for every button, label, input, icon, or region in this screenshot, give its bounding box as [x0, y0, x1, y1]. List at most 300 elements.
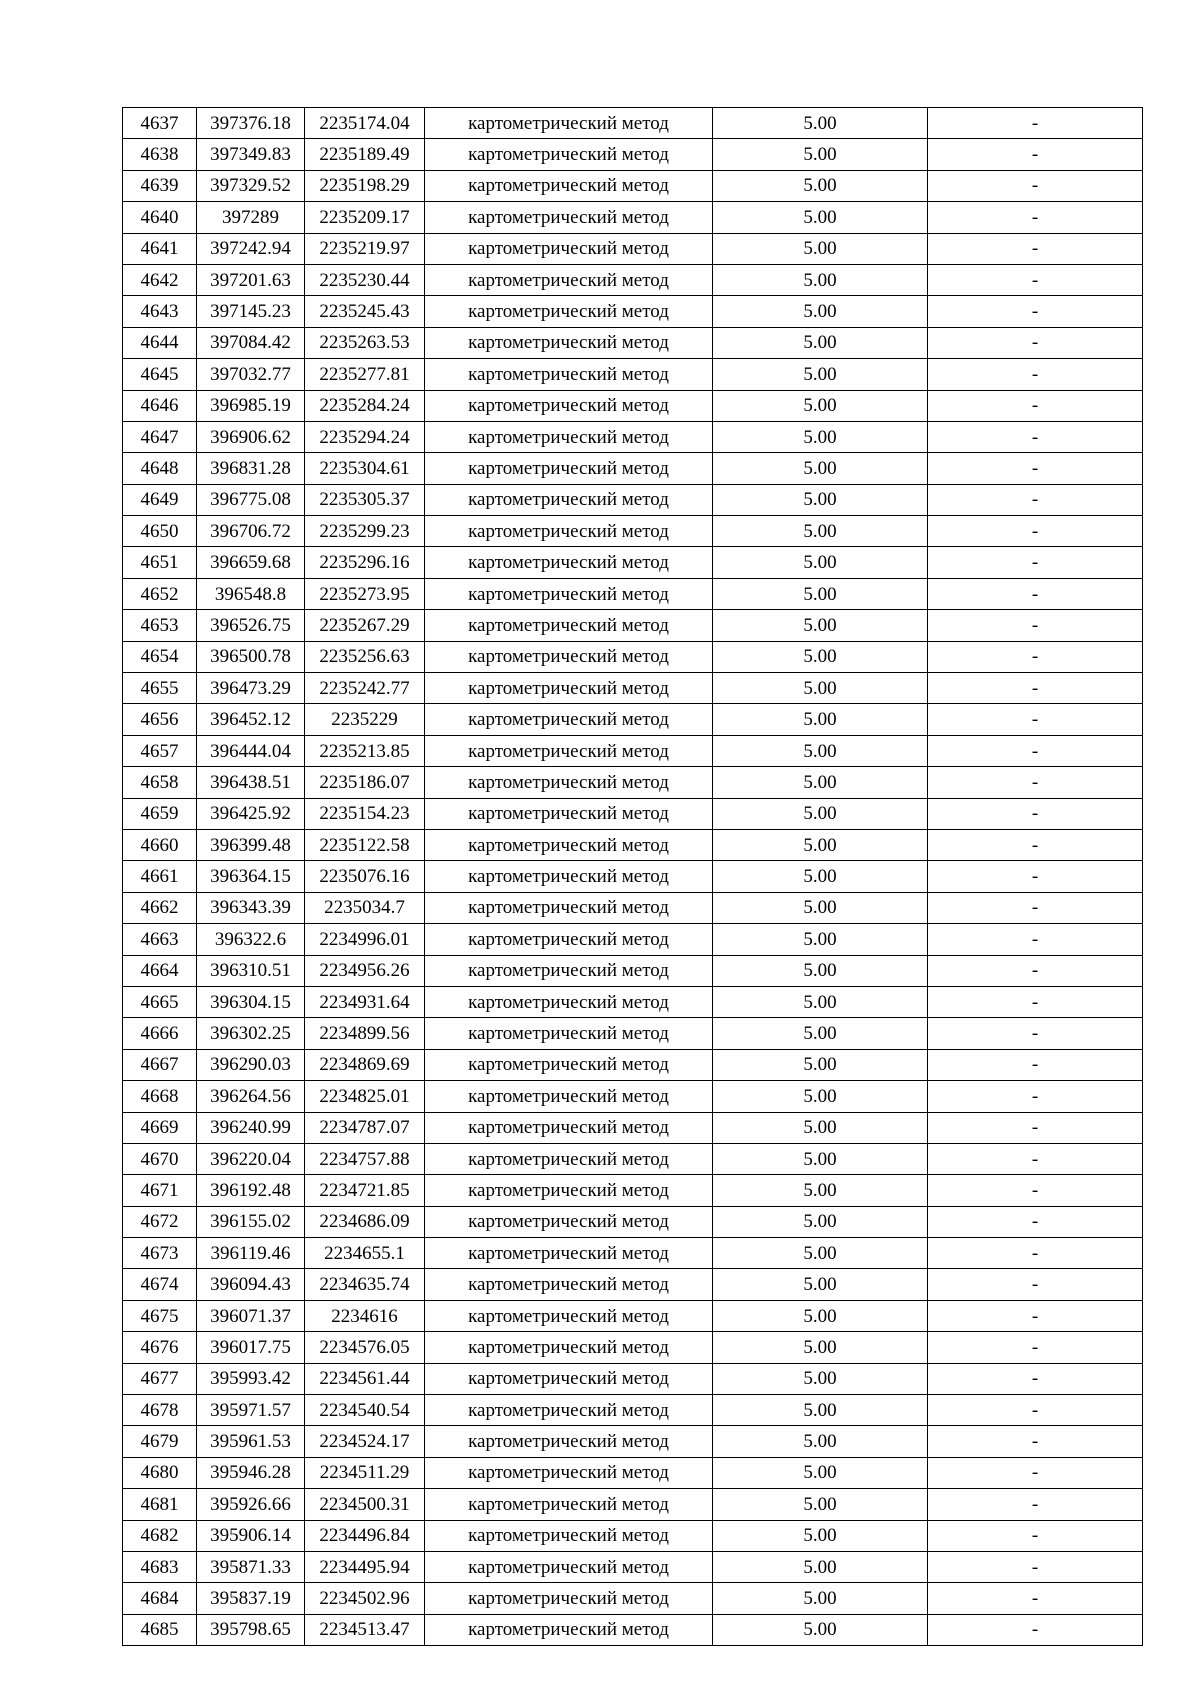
description-cell: - [928, 610, 1143, 641]
method-cell: картометрический метод [425, 359, 713, 390]
precision-cell: 5.00 [713, 861, 928, 892]
point-number-cell: 4678 [123, 1395, 197, 1426]
y-coordinate-cell: 2235229 [305, 704, 425, 735]
table-row [123, 641, 1143, 672]
y-coordinate-cell: 2235299.23 [305, 516, 425, 547]
y-coordinate-cell: 2235154.23 [305, 798, 425, 829]
method-cell: картометрический метод [425, 202, 713, 233]
y-coordinate-cell: 2235296.16 [305, 547, 425, 578]
point-number-cell: 4660 [123, 829, 197, 860]
table-row [123, 1520, 1143, 1551]
y-coordinate-cell: 2234996.01 [305, 924, 425, 955]
method-cell: картометрический метод [425, 264, 713, 295]
point-number-cell: 4671 [123, 1175, 197, 1206]
description-cell: - [928, 264, 1143, 295]
x-coordinate-cell: 396438.51 [197, 767, 305, 798]
precision-cell: 5.00 [713, 264, 928, 295]
method-cell: картометрический метод [425, 453, 713, 484]
y-coordinate-cell: 2235189.49 [305, 139, 425, 170]
description-cell: - [928, 735, 1143, 766]
description-cell: - [928, 547, 1143, 578]
description-cell: - [928, 1049, 1143, 1080]
x-coordinate-cell: 397349.83 [197, 139, 305, 170]
y-coordinate-cell: 2235256.63 [305, 641, 425, 672]
y-coordinate-cell: 2235186.07 [305, 767, 425, 798]
point-number-cell: 4677 [123, 1363, 197, 1394]
table-row [123, 1018, 1143, 1049]
table-row [123, 359, 1143, 390]
precision-cell: 5.00 [713, 673, 928, 704]
method-cell: картометрический метод [425, 327, 713, 358]
description-cell: - [928, 390, 1143, 421]
method-cell: картометрический метод [425, 484, 713, 515]
precision-cell: 5.00 [713, 892, 928, 923]
x-coordinate-cell: 396304.15 [197, 986, 305, 1017]
method-cell: картометрический метод [425, 861, 713, 892]
y-coordinate-cell: 2234655.1 [305, 1238, 425, 1269]
table-row [123, 1081, 1143, 1112]
point-number-cell: 4667 [123, 1049, 197, 1080]
x-coordinate-cell: 395798.65 [197, 1614, 305, 1645]
y-coordinate-cell: 2234495.94 [305, 1551, 425, 1582]
table-row [123, 233, 1143, 264]
x-coordinate-cell: 395993.42 [197, 1363, 305, 1394]
method-cell: картометрический метод [425, 233, 713, 264]
method-cell: картометрический метод [425, 1238, 713, 1269]
x-coordinate-cell: 396775.08 [197, 484, 305, 515]
method-cell: картометрический метод [425, 924, 713, 955]
x-coordinate-cell: 396310.51 [197, 955, 305, 986]
point-number-cell: 4650 [123, 516, 197, 547]
method-cell: картометрический метод [425, 673, 713, 704]
y-coordinate-cell: 2235284.24 [305, 390, 425, 421]
y-coordinate-cell: 2235263.53 [305, 327, 425, 358]
method-cell: картометрический метод [425, 1300, 713, 1331]
precision-cell: 5.00 [713, 829, 928, 860]
x-coordinate-cell: 396071.37 [197, 1300, 305, 1331]
y-coordinate-cell: 2235277.81 [305, 359, 425, 390]
description-cell: - [928, 484, 1143, 515]
table-row [123, 861, 1143, 892]
method-cell: картометрический метод [425, 735, 713, 766]
precision-cell: 5.00 [713, 108, 928, 139]
y-coordinate-cell: 2234787.07 [305, 1112, 425, 1143]
table-row [123, 1049, 1143, 1080]
x-coordinate-cell: 396220.04 [197, 1143, 305, 1174]
description-cell: - [928, 986, 1143, 1017]
point-number-cell: 4641 [123, 233, 197, 264]
table-row [123, 986, 1143, 1017]
table-row [123, 484, 1143, 515]
precision-cell: 5.00 [713, 641, 928, 672]
table-row [123, 170, 1143, 201]
x-coordinate-cell: 396659.68 [197, 547, 305, 578]
x-coordinate-cell: 396706.72 [197, 516, 305, 547]
description-cell: - [928, 641, 1143, 672]
point-number-cell: 4646 [123, 390, 197, 421]
description-cell: - [928, 421, 1143, 452]
point-number-cell: 4673 [123, 1238, 197, 1269]
table-row [123, 453, 1143, 484]
table-row [123, 1112, 1143, 1143]
table-row [123, 1551, 1143, 1582]
x-coordinate-cell: 397201.63 [197, 264, 305, 295]
method-cell: картометрический метод [425, 955, 713, 986]
coordinates-table-body [123, 108, 1143, 1646]
description-cell: - [928, 1551, 1143, 1582]
point-number-cell: 4642 [123, 264, 197, 295]
precision-cell: 5.00 [713, 986, 928, 1017]
point-number-cell: 4654 [123, 641, 197, 672]
y-coordinate-cell: 2234496.84 [305, 1520, 425, 1551]
precision-cell: 5.00 [713, 421, 928, 452]
y-coordinate-cell: 2235230.44 [305, 264, 425, 295]
x-coordinate-cell: 396290.03 [197, 1049, 305, 1080]
description-cell: - [928, 1206, 1143, 1237]
precision-cell: 5.00 [713, 296, 928, 327]
precision-cell: 5.00 [713, 578, 928, 609]
point-number-cell: 4648 [123, 453, 197, 484]
point-number-cell: 4685 [123, 1614, 197, 1645]
point-number-cell: 4659 [123, 798, 197, 829]
precision-cell: 5.00 [713, 955, 928, 986]
table-row [123, 767, 1143, 798]
y-coordinate-cell: 2235294.24 [305, 421, 425, 452]
table-row [123, 798, 1143, 829]
x-coordinate-cell: 397242.94 [197, 233, 305, 264]
x-coordinate-cell: 395906.14 [197, 1520, 305, 1551]
precision-cell: 5.00 [713, 516, 928, 547]
point-number-cell: 4668 [123, 1081, 197, 1112]
precision-cell: 5.00 [713, 1238, 928, 1269]
precision-cell: 5.00 [713, 359, 928, 390]
method-cell: картометрический метод [425, 1614, 713, 1645]
description-cell: - [928, 1238, 1143, 1269]
point-number-cell: 4675 [123, 1300, 197, 1331]
point-number-cell: 4669 [123, 1112, 197, 1143]
precision-cell: 5.00 [713, 1018, 928, 1049]
y-coordinate-cell: 2234757.88 [305, 1143, 425, 1174]
precision-cell: 5.00 [713, 547, 928, 578]
precision-cell: 5.00 [713, 1143, 928, 1174]
table-row [123, 1614, 1143, 1645]
method-cell: картометрический метод [425, 1583, 713, 1614]
y-coordinate-cell: 2234825.01 [305, 1081, 425, 1112]
method-cell: картометрический метод [425, 516, 713, 547]
precision-cell: 5.00 [713, 453, 928, 484]
precision-cell: 5.00 [713, 1332, 928, 1363]
description-cell: - [928, 359, 1143, 390]
method-cell: картометрический метод [425, 547, 713, 578]
point-number-cell: 4644 [123, 327, 197, 358]
point-number-cell: 4639 [123, 170, 197, 201]
point-number-cell: 4647 [123, 421, 197, 452]
x-coordinate-cell: 396343.39 [197, 892, 305, 923]
point-number-cell: 4663 [123, 924, 197, 955]
method-cell: картометрический метод [425, 1551, 713, 1582]
description-cell: - [928, 704, 1143, 735]
y-coordinate-cell: 2235076.16 [305, 861, 425, 892]
x-coordinate-cell: 396192.48 [197, 1175, 305, 1206]
x-coordinate-cell: 396264.56 [197, 1081, 305, 1112]
point-number-cell: 4666 [123, 1018, 197, 1049]
precision-cell: 5.00 [713, 704, 928, 735]
description-cell: - [928, 233, 1143, 264]
table-row [123, 327, 1143, 358]
method-cell: картометрический метод [425, 390, 713, 421]
x-coordinate-cell: 396444.04 [197, 735, 305, 766]
y-coordinate-cell: 2234502.96 [305, 1583, 425, 1614]
method-cell: картометрический метод [425, 1143, 713, 1174]
coordinates-table [122, 107, 1143, 1646]
x-coordinate-cell: 396240.99 [197, 1112, 305, 1143]
description-cell: - [928, 861, 1143, 892]
table-row [123, 390, 1143, 421]
point-number-cell: 4651 [123, 547, 197, 578]
y-coordinate-cell: 2234540.54 [305, 1395, 425, 1426]
method-cell: картометрический метод [425, 610, 713, 641]
point-number-cell: 4656 [123, 704, 197, 735]
y-coordinate-cell: 2235198.29 [305, 170, 425, 201]
table-row [123, 1206, 1143, 1237]
method-cell: картометрический метод [425, 108, 713, 139]
y-coordinate-cell: 2234869.69 [305, 1049, 425, 1080]
x-coordinate-cell: 396302.25 [197, 1018, 305, 1049]
table-row [123, 735, 1143, 766]
x-coordinate-cell: 395946.28 [197, 1457, 305, 1488]
description-cell: - [928, 170, 1143, 201]
point-number-cell: 4665 [123, 986, 197, 1017]
point-number-cell: 4679 [123, 1426, 197, 1457]
x-coordinate-cell: 395926.66 [197, 1489, 305, 1520]
precision-cell: 5.00 [713, 924, 928, 955]
precision-cell: 5.00 [713, 1175, 928, 1206]
description-cell: - [928, 892, 1143, 923]
y-coordinate-cell: 2235305.37 [305, 484, 425, 515]
x-coordinate-cell: 396906.62 [197, 421, 305, 452]
description-cell: - [928, 453, 1143, 484]
table-row [123, 1395, 1143, 1426]
point-number-cell: 4638 [123, 139, 197, 170]
precision-cell: 5.00 [713, 1614, 928, 1645]
description-cell: - [928, 1489, 1143, 1520]
x-coordinate-cell: 395961.53 [197, 1426, 305, 1457]
y-coordinate-cell: 2235245.43 [305, 296, 425, 327]
y-coordinate-cell: 2235267.29 [305, 610, 425, 641]
x-coordinate-cell: 396094.43 [197, 1269, 305, 1300]
description-cell: - [928, 578, 1143, 609]
y-coordinate-cell: 2234500.31 [305, 1489, 425, 1520]
point-number-cell: 4652 [123, 578, 197, 609]
table-row [123, 516, 1143, 547]
x-coordinate-cell: 396322.6 [197, 924, 305, 955]
method-cell: картометрический метод [425, 1457, 713, 1488]
description-cell: - [928, 767, 1143, 798]
precision-cell: 5.00 [713, 1269, 928, 1300]
precision-cell: 5.00 [713, 139, 928, 170]
precision-cell: 5.00 [713, 1081, 928, 1112]
method-cell: картометрический метод [425, 1332, 713, 1363]
x-coordinate-cell: 396473.29 [197, 673, 305, 704]
description-cell: - [928, 327, 1143, 358]
table-row [123, 829, 1143, 860]
precision-cell: 5.00 [713, 1489, 928, 1520]
point-number-cell: 4640 [123, 202, 197, 233]
description-cell: - [928, 108, 1143, 139]
y-coordinate-cell: 2234721.85 [305, 1175, 425, 1206]
method-cell: картометрический метод [425, 1426, 713, 1457]
description-cell: - [928, 1520, 1143, 1551]
y-coordinate-cell: 2234576.05 [305, 1332, 425, 1363]
table-row [123, 1332, 1143, 1363]
x-coordinate-cell: 396425.92 [197, 798, 305, 829]
precision-cell: 5.00 [713, 1426, 928, 1457]
point-number-cell: 4653 [123, 610, 197, 641]
description-cell: - [928, 1395, 1143, 1426]
y-coordinate-cell: 2235209.17 [305, 202, 425, 233]
x-coordinate-cell: 397289 [197, 202, 305, 233]
precision-cell: 5.00 [713, 484, 928, 515]
method-cell: картометрический метод [425, 1363, 713, 1394]
table-row [123, 202, 1143, 233]
method-cell: картометрический метод [425, 1395, 713, 1426]
table-row [123, 547, 1143, 578]
description-cell: - [928, 1143, 1143, 1174]
precision-cell: 5.00 [713, 202, 928, 233]
precision-cell: 5.00 [713, 233, 928, 264]
precision-cell: 5.00 [713, 327, 928, 358]
method-cell: картометрический метод [425, 421, 713, 452]
y-coordinate-cell: 2235174.04 [305, 108, 425, 139]
point-number-cell: 4670 [123, 1143, 197, 1174]
description-cell: - [928, 296, 1143, 327]
method-cell: картометрический метод [425, 829, 713, 860]
method-cell: картометрический метод [425, 1018, 713, 1049]
x-coordinate-cell: 396364.15 [197, 861, 305, 892]
method-cell: картометрический метод [425, 798, 713, 829]
point-number-cell: 4681 [123, 1489, 197, 1520]
method-cell: картометрический метод [425, 170, 713, 201]
y-coordinate-cell: 2235304.61 [305, 453, 425, 484]
point-number-cell: 4676 [123, 1332, 197, 1363]
description-cell: - [928, 673, 1143, 704]
table-row [123, 139, 1143, 170]
description-cell: - [928, 1175, 1143, 1206]
description-cell: - [928, 1112, 1143, 1143]
table-row [123, 421, 1143, 452]
method-cell: картометрический метод [425, 767, 713, 798]
description-cell: - [928, 516, 1143, 547]
point-number-cell: 4680 [123, 1457, 197, 1488]
x-coordinate-cell: 397084.42 [197, 327, 305, 358]
y-coordinate-cell: 2234686.09 [305, 1206, 425, 1237]
table-row [123, 892, 1143, 923]
method-cell: картометрический метод [425, 986, 713, 1017]
point-number-cell: 4684 [123, 1583, 197, 1614]
table-row [123, 673, 1143, 704]
table-row [123, 1269, 1143, 1300]
precision-cell: 5.00 [713, 1583, 928, 1614]
point-number-cell: 4655 [123, 673, 197, 704]
description-cell: - [928, 924, 1143, 955]
table-row [123, 578, 1143, 609]
precision-cell: 5.00 [713, 1457, 928, 1488]
method-cell: картометрический метод [425, 1175, 713, 1206]
method-cell: картометрический метод [425, 578, 713, 609]
y-coordinate-cell: 2234511.29 [305, 1457, 425, 1488]
precision-cell: 5.00 [713, 170, 928, 201]
x-coordinate-cell: 396452.12 [197, 704, 305, 735]
method-cell: картометрический метод [425, 704, 713, 735]
table-row [123, 1143, 1143, 1174]
point-number-cell: 4674 [123, 1269, 197, 1300]
table-row [123, 1300, 1143, 1331]
point-number-cell: 4664 [123, 955, 197, 986]
x-coordinate-cell: 397032.77 [197, 359, 305, 390]
y-coordinate-cell: 2235122.58 [305, 829, 425, 860]
precision-cell: 5.00 [713, 1363, 928, 1394]
method-cell: картометрический метод [425, 892, 713, 923]
method-cell: картометрический метод [425, 1520, 713, 1551]
method-cell: картометрический метод [425, 1112, 713, 1143]
table-row [123, 610, 1143, 641]
method-cell: картометрический метод [425, 1206, 713, 1237]
table-row [123, 704, 1143, 735]
point-number-cell: 4683 [123, 1551, 197, 1582]
precision-cell: 5.00 [713, 390, 928, 421]
point-number-cell: 4649 [123, 484, 197, 515]
table-row [123, 296, 1143, 327]
x-coordinate-cell: 396119.46 [197, 1238, 305, 1269]
precision-cell: 5.00 [713, 1206, 928, 1237]
description-cell: - [928, 1363, 1143, 1394]
y-coordinate-cell: 2234931.64 [305, 986, 425, 1017]
point-number-cell: 4661 [123, 861, 197, 892]
x-coordinate-cell: 396017.75 [197, 1332, 305, 1363]
y-coordinate-cell: 2234899.56 [305, 1018, 425, 1049]
x-coordinate-cell: 396985.19 [197, 390, 305, 421]
x-coordinate-cell: 397329.52 [197, 170, 305, 201]
method-cell: картометрический метод [425, 139, 713, 170]
method-cell: картометрический метод [425, 1269, 713, 1300]
y-coordinate-cell: 2234616 [305, 1300, 425, 1331]
table-row [123, 1238, 1143, 1269]
table-row [123, 1363, 1143, 1394]
method-cell: картометрический метод [425, 296, 713, 327]
y-coordinate-cell: 2235034.7 [305, 892, 425, 923]
description-cell: - [928, 798, 1143, 829]
y-coordinate-cell: 2235213.85 [305, 735, 425, 766]
table-row [123, 955, 1143, 986]
x-coordinate-cell: 397145.23 [197, 296, 305, 327]
x-coordinate-cell: 397376.18 [197, 108, 305, 139]
y-coordinate-cell: 2235273.95 [305, 578, 425, 609]
description-cell: - [928, 1614, 1143, 1645]
precision-cell: 5.00 [713, 767, 928, 798]
precision-cell: 5.00 [713, 1520, 928, 1551]
point-number-cell: 4672 [123, 1206, 197, 1237]
precision-cell: 5.00 [713, 1395, 928, 1426]
table-row [123, 1175, 1143, 1206]
x-coordinate-cell: 395971.57 [197, 1395, 305, 1426]
method-cell: картометрический метод [425, 1049, 713, 1080]
y-coordinate-cell: 2235242.77 [305, 673, 425, 704]
precision-cell: 5.00 [713, 610, 928, 641]
table-row [123, 924, 1143, 955]
point-number-cell: 4658 [123, 767, 197, 798]
table-row [123, 1489, 1143, 1520]
description-cell: - [928, 1583, 1143, 1614]
